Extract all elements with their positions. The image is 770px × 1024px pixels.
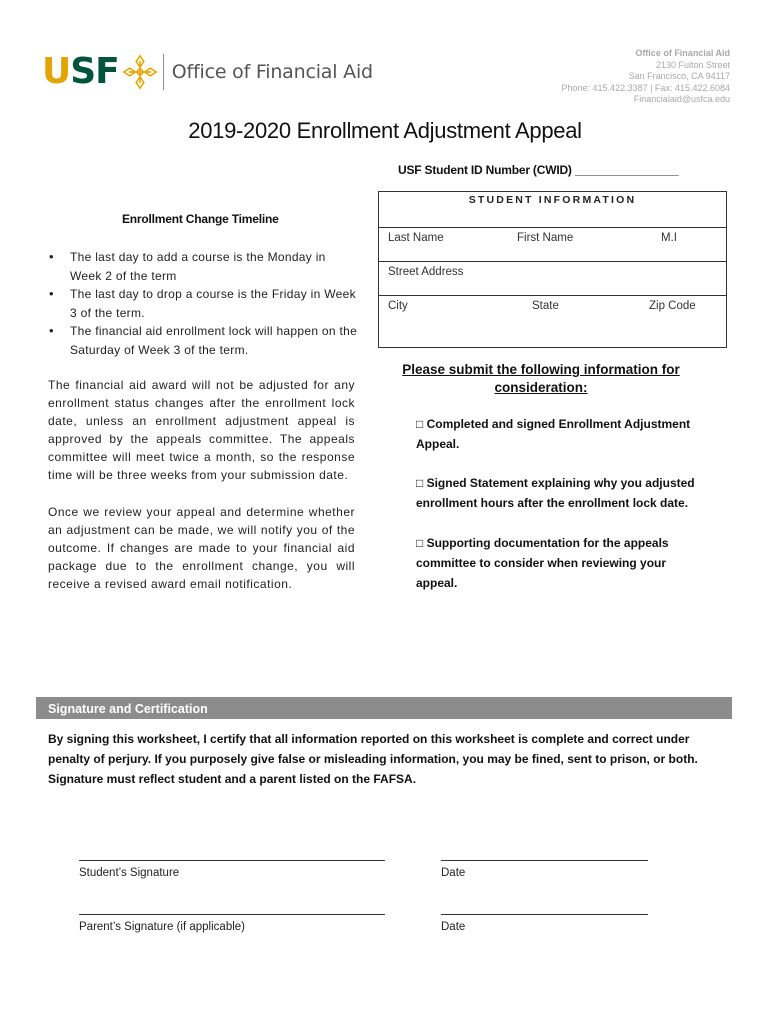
contact-email[interactable]: Financialaid@usfca.edu [633,94,730,104]
parent-date-line[interactable] [441,914,648,915]
office-contact [562,48,730,106]
student-date-line[interactable] [441,860,648,861]
student-info-box [378,191,727,348]
award-paragraph: The financial aid award will not be adjusted for any enrollment status changes after the enrollment lock date, unless an enrollment adjustment appeal is approved by the appeals committee. The appeals committee will meet twice a month, so the response time will be three weeks from your submission date. [48,378,355,482]
checklist-item[interactable]: □ Supporting documentation for the appeals committee to consider when reviewing your appeal. [416,536,669,590]
zip-code-label: Zip Code [649,300,696,312]
list-item: • The last day to add a course is the Monday in Week 2 of the term [48,248,358,285]
logo-office-name: Office of Financial Aid [171,61,373,83]
student-date-label: Date [441,867,466,879]
certification-text: By signing this worksheet, I certify that all information reported on this worksheet is complete and correct under penalty of perjury. If you purposely give false or misleading information, you may be fined, sent to prison, or both. Signature must reflect student and a parent listed on the FAFSA. [48,732,698,786]
student-signature-label: Student’s Signature [79,867,180,879]
city-row[interactable] [379,296,726,340]
logo-divider [163,54,164,90]
last-name-label: Last Name [388,232,444,244]
submit-title: Please submit the following information for consideration: [402,362,680,395]
parent-signature-label: Parent’s Signature (if applicable) [79,921,245,933]
usf-cross-icon [121,52,159,92]
timeline-title: Enrollment Change Timeline [122,212,279,226]
cwid-field[interactable]: USF Student ID Number (CWID) ________________ [398,163,679,177]
checklist-item[interactable]: □ Signed Statement explaining why you adjusted enrollment hours after the enrollment lock date. [416,476,695,510]
street-row[interactable] [379,262,726,296]
list-item: • The last day to drop a course is the Friday in Week 3 of the term. [48,285,358,322]
parent-signature-line[interactable] [79,914,385,915]
street-address-label: Street Address [388,266,464,278]
usf-logo [42,52,373,92]
name-row[interactable] [379,228,726,262]
review-paragraph: Once we review your appeal and determine whether an adjustment can be made, we will notify you of the outcome. If changes are made to your financial aid package due to the enrollment change, you will receive a revised award email notification. [48,505,355,591]
state-label: State [532,300,559,312]
page-title: 2019-2020 Enrollment Adjustment Appeal [188,118,582,143]
contact-office: Office of Financial Aid [635,48,730,58]
mi-label: M.I [661,232,677,244]
city-label: City [388,300,408,312]
student-info-heading: STUDENT INFORMATION [379,192,726,228]
student-signature-line[interactable] [79,860,385,861]
signature-section-heading: Signature and Certification [36,697,732,719]
list-item: • The financial aid enrollment lock will happen on the Saturday of Week 3 of the term. [48,322,358,359]
contact-phone-fax: Phone: 415.422.3387 | Fax: 415.422.6084 [561,82,730,93]
timeline-list [48,248,358,359]
contact-street: 2130 Fulton Street [655,59,730,70]
first-name-label: First Name [517,232,574,244]
contact-city: San Francisco, CA 94117 [628,71,730,81]
checklist-item[interactable]: □ Completed and signed Enrollment Adjustment Appeal. [416,417,691,451]
usf-wordmark: USF [42,51,119,92]
parent-date-label: Date [441,921,466,933]
